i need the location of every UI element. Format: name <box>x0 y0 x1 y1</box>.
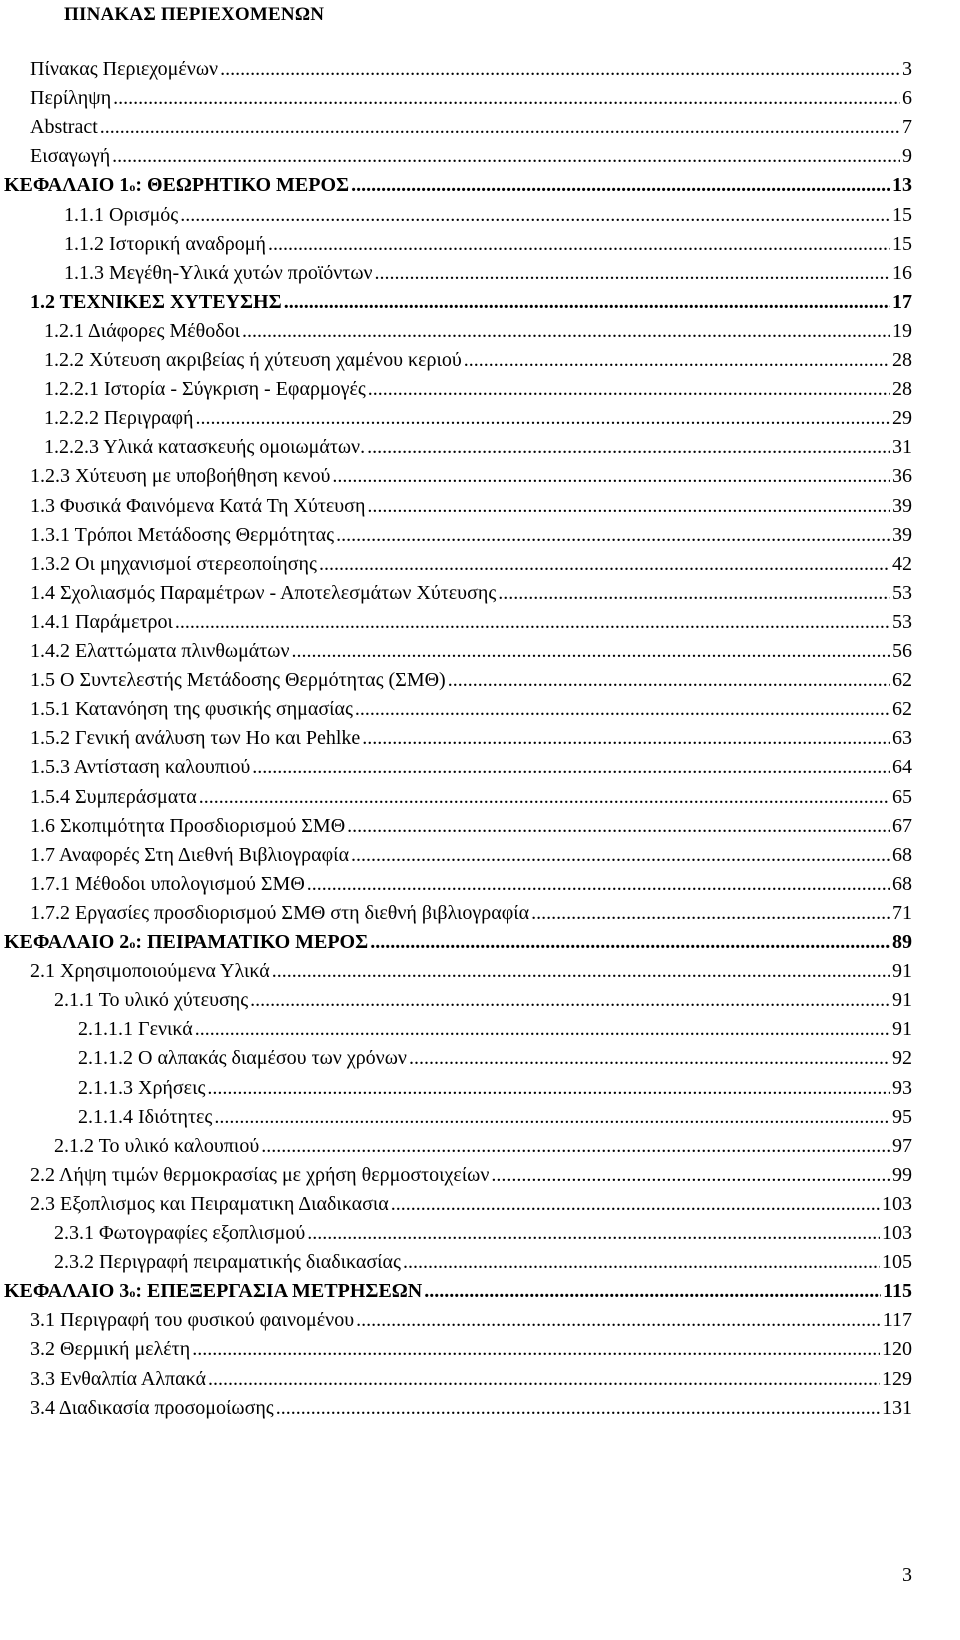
dot-leader <box>100 112 900 142</box>
toc-entry[interactable] <box>54 1131 912 1161</box>
dot-leader <box>250 985 890 1015</box>
toc-entry[interactable] <box>30 782 912 812</box>
dot-leader <box>276 1393 880 1423</box>
dot-leader <box>355 694 890 724</box>
toc-entry[interactable] <box>54 1218 912 1248</box>
toc-entry[interactable] <box>64 229 912 259</box>
toc-entry[interactable] <box>30 752 912 782</box>
toc-entry-title: 1.4 Σχολιασμός Παραμέτρων - Αποτελεσμάτων Χύτευσης <box>30 582 497 604</box>
dot-leader <box>464 345 890 375</box>
toc-entry-page: 6 <box>902 87 912 109</box>
toc-entry-page: 19 <box>892 320 912 342</box>
dot-leader <box>307 1218 880 1248</box>
dot-leader <box>336 520 890 550</box>
toc-entry[interactable] <box>64 200 912 230</box>
toc-entry-title: 3.1 Περιγραφή του φυσικού φαινομένου <box>30 1309 355 1331</box>
toc-entry-page: 53 <box>892 611 912 633</box>
toc-entry-title: 3.4 Διαδικασία προσομοίωσης <box>30 1397 274 1419</box>
dot-leader <box>220 54 900 84</box>
toc-entry-page: 9 <box>902 145 912 167</box>
toc-entry-page: 15 <box>892 233 912 255</box>
toc-entry-title: 2.2 Λήψη τιμών θερμοκρασίας με χρήση θερμοστοιχείων <box>30 1164 490 1186</box>
toc-entry[interactable] <box>30 112 912 142</box>
toc-entry-title: 2.1.1 Το υλικό χύτευσης <box>54 989 249 1011</box>
toc-entry-title: 1.5.1 Κατανόηση της φυσικής σημασίας <box>30 698 353 720</box>
dot-leader <box>391 1189 880 1219</box>
toc-entry-page: 28 <box>892 349 912 371</box>
dot-leader <box>113 83 900 113</box>
toc-entry-page: 91 <box>892 1018 912 1040</box>
dot-leader <box>252 752 890 782</box>
dot-leader <box>356 1305 881 1335</box>
page-number: 3 <box>902 1564 912 1586</box>
toc-entry[interactable] <box>30 694 912 724</box>
toc-entry-page: 13 <box>892 174 912 196</box>
dot-leader <box>409 1043 890 1073</box>
toc-entry[interactable] <box>30 811 912 841</box>
toc-entry-title: 1.5.4 Συμπεράσματα <box>30 786 197 808</box>
toc-entry-title: 1.5.2 Γενική ανάλυση των Ho και Pehlke <box>30 727 361 749</box>
toc-entry-title: ΚΕΦΑΛΑΙΟ 3 <box>4 1280 130 1302</box>
toc-entry[interactable] <box>30 1189 912 1219</box>
dot-leader <box>292 636 890 666</box>
toc-entry[interactable] <box>30 1334 912 1364</box>
toc-entry[interactable] <box>30 869 912 899</box>
dot-leader <box>307 869 890 899</box>
toc-entry-title: 1.3 Φυσικά Φαινόμενα Κατά Τη Χύτευση <box>30 495 366 517</box>
toc-entry[interactable] <box>30 461 912 491</box>
toc-entry-title: 1.2.2.2 Περιγραφή <box>44 407 194 429</box>
toc-entry-page: 53 <box>892 582 912 604</box>
toc-entry-title-suffix: : ΠΕΙΡΑΜΑΤΙΚΟ ΜΕΡΟΣ <box>135 931 369 953</box>
toc-entry-page: 39 <box>892 524 912 546</box>
toc-entry-page: 89 <box>892 931 912 953</box>
toc-entry[interactable] <box>30 83 912 113</box>
toc-entry-page: 97 <box>892 1135 912 1157</box>
toc-entry-title: 1.7 Αναφορές Στη Διεθνή Βιβλιογραφία <box>30 844 350 866</box>
toc-entry-title: 1.3.1 Τρόποι Μετάδοσης Θερμότητας <box>30 524 335 546</box>
dot-leader <box>491 1160 890 1190</box>
toc-entry-title: Πίνακας Περιεχομένων <box>30 58 219 80</box>
toc-entry-page: 7 <box>902 116 912 138</box>
dot-leader <box>332 461 890 491</box>
toc-entry-page: 42 <box>892 553 912 575</box>
toc-entry-title-suffix: : ΘΕΩΡΗΤΙΚΟ ΜΕΡΟΣ <box>135 174 350 196</box>
toc-entry-page: 65 <box>892 786 912 808</box>
toc-entry[interactable] <box>30 1160 912 1190</box>
toc-entry[interactable] <box>54 985 912 1015</box>
dot-leader <box>207 1073 890 1103</box>
toc-entry-page: 105 <box>882 1251 912 1273</box>
toc-entry-page: 91 <box>892 989 912 1011</box>
toc-entry[interactable] <box>30 665 912 695</box>
toc-entry-page: 31 <box>892 436 912 458</box>
dot-leader <box>199 782 890 812</box>
toc-entry[interactable] <box>30 549 912 579</box>
toc-entry[interactable] <box>78 1102 912 1132</box>
toc-entry-page: 3 <box>902 58 912 80</box>
dot-leader <box>196 403 890 433</box>
toc-entry-page: 92 <box>892 1047 912 1069</box>
toc-entry-title: 1.2 ΤΕΧΝΙΚΕΣ ΧΥΤΕΥΣΗΣ <box>30 291 282 313</box>
toc-entry-page: 29 <box>892 407 912 429</box>
toc-entry-page: 62 <box>892 669 912 691</box>
toc-entry[interactable] <box>30 898 912 928</box>
toc-entry[interactable] <box>30 840 912 870</box>
toc-entry-title: 3.2 Θερμική μελέτη <box>30 1338 191 1360</box>
toc-entry-title: 3.3 Ενθαλπία Αλπακά <box>30 1368 206 1390</box>
toc-entry[interactable] <box>54 1247 912 1277</box>
toc-entry-page: 17 <box>892 291 912 313</box>
toc-entry-title: ΚΕΦΑΛΑΙΟ 1 <box>4 174 130 196</box>
dot-leader <box>272 956 890 986</box>
toc-entry[interactable]: ΚΕΦΑΛΑΙΟ 3 ο : ΕΠΕΞΕΡΓΑΣΙΑ ΜΕΤΡΗΣΕΩΝ ..... 115 <box>4 1276 912 1306</box>
toc-entry-title: Περίληψη <box>30 87 112 109</box>
toc-entry-title: 1.2.2 Χύτευση ακριβείας ή χύτευση χαμένου κεριού <box>44 349 462 371</box>
dot-leader <box>268 229 890 259</box>
toc-entry-title: 2.1.1.3 Χρήσεις <box>78 1077 206 1099</box>
toc-entry-title: 1.4.2 Ελαττώματα πλινθωμάτων <box>30 640 290 662</box>
toc-entry-title: 1.1.3 Μεγέθη-Υλικά χυτών προϊόντων <box>64 262 373 284</box>
toc-entry-title: 2.3 Εξοπλισμος και Πειραματικη Διαδικασια <box>30 1193 389 1215</box>
toc-entry[interactable] <box>78 1043 912 1073</box>
dot-leader <box>195 1014 890 1044</box>
toc-entry-page: 39 <box>892 495 912 517</box>
toc-entry-title: 1.6 Σκοπιμότητα Προσδιορισμού ΣΜΘ <box>30 815 346 837</box>
toc-entry-title: 1.2.1 Διάφορες Μέθοδοι <box>44 320 241 342</box>
dot-leader <box>424 1276 881 1306</box>
toc-entry-title: 1.7.2 Εργασίες προσδιορισμού ΣΜΘ στη διεθνή βιβλιογραφία <box>30 902 530 924</box>
toc-entry-page: 68 <box>892 844 912 866</box>
dot-leader <box>370 927 890 957</box>
toc-entry-title: 2.1 Χρησιμοποιούμενα Υλικά <box>30 960 270 982</box>
toc-entry-title-suffix: : ΕΠΕΞΕΡΓΑΣΙΑ ΜΕΤΡΗΣΕΩΝ <box>135 1280 423 1302</box>
toc-entry[interactable] <box>30 141 912 171</box>
toc-entry[interactable] <box>30 1364 912 1394</box>
toc-entry-page: 71 <box>892 902 912 924</box>
dot-leader <box>214 1102 890 1132</box>
toc-entry[interactable]: ΚΕΦΑΛΑΙΟ 1 ο : ΘΕΩΡΗΤΙΚΟ ΜΕΡΟΣ ..... 13 <box>4 170 912 200</box>
toc-entry-title: 1.5 Ο Συντελεστής Μετάδοσης Θερμότητας (ΣΜΘ) <box>30 669 446 691</box>
toc-entry[interactable] <box>44 345 912 375</box>
toc-entry[interactable] <box>44 432 912 462</box>
toc-entry[interactable] <box>78 1014 912 1044</box>
toc-entry[interactable] <box>44 374 912 404</box>
toc-entry-page: 36 <box>892 465 912 487</box>
toc-entry[interactable] <box>30 491 912 521</box>
toc-entry-page: 93 <box>892 1077 912 1099</box>
dot-leader <box>242 316 890 346</box>
dot-leader <box>498 578 890 608</box>
dot-leader <box>375 258 890 288</box>
toc-entry-title: 1.1.1 Ορισμός <box>64 204 179 226</box>
toc-entry-page: 131 <box>882 1397 912 1419</box>
toc-entry-title: 1.7.1 Μέθοδοι υπολογισμού ΣΜΘ <box>30 873 305 895</box>
toc-entry[interactable] <box>30 520 912 550</box>
toc-entry-page: 64 <box>892 756 912 778</box>
toc-entry-title: 1.3.2 Οι μηχανισμοί στερεοποίησης <box>30 553 317 575</box>
dot-leader <box>448 665 890 695</box>
toc-entry-title: 1.4.1 Παράμετροι <box>30 611 173 633</box>
toc-entry-page: 117 <box>882 1309 912 1331</box>
dot-leader <box>351 170 890 200</box>
dot-leader <box>367 491 890 521</box>
dot-leader <box>180 200 890 230</box>
toc-entry-page: 99 <box>892 1164 912 1186</box>
toc-entry-title: 1.2.3 Χύτευση με υποβοήθηση κενού <box>30 465 331 487</box>
dot-leader <box>351 840 890 870</box>
toc-entry-page: 15 <box>892 204 912 226</box>
toc-entry-title: 2.1.1.1 Γενικά <box>78 1018 193 1040</box>
toc-entry-page: 62 <box>892 698 912 720</box>
toc-entry-page: 16 <box>892 262 912 284</box>
dot-leader <box>347 811 890 841</box>
toc-entry[interactable] <box>44 403 912 433</box>
dot-leader <box>367 432 890 462</box>
toc-entry-title: ΚΕΦΑΛΑΙΟ 2 <box>4 931 130 953</box>
toc-entry[interactable] <box>64 258 912 288</box>
toc-entry-title: 1.5.3 Αντίσταση καλουπιού <box>30 756 251 778</box>
toc-entry[interactable] <box>30 54 912 84</box>
toc-entry[interactable] <box>30 607 912 637</box>
dot-leader <box>284 287 890 317</box>
dot-leader <box>192 1334 880 1364</box>
toc-entry-page: 56 <box>892 640 912 662</box>
toc-heading: ΠΙΝΑΚΑΣ ΠΕΡΙΕΧΟΜΕΝΩΝ <box>64 4 325 25</box>
toc-entry[interactable] <box>30 287 912 317</box>
toc-entry-page: 91 <box>892 960 912 982</box>
dot-leader <box>362 723 890 753</box>
dot-leader <box>112 141 900 171</box>
toc-entry[interactable] <box>30 578 912 608</box>
dot-leader <box>403 1247 880 1277</box>
toc-entry-title: Εισαγωγή <box>30 145 111 167</box>
toc-entry-title: 2.3.1 Φωτογραφίες εξοπλισμού <box>54 1222 306 1244</box>
dot-leader <box>531 898 890 928</box>
toc-entry-page: 63 <box>892 727 912 749</box>
toc-entry-page: 103 <box>882 1222 912 1244</box>
toc-entry-page: 129 <box>882 1368 912 1390</box>
toc-entry-title: 2.1.1.2 Ο αλπακάς διαμέσου των χρόνων <box>78 1047 407 1069</box>
toc-entry-title: 2.1.1.4 Ιδιότητες <box>78 1106 213 1128</box>
toc-entry-title: 1.2.2.1 Ιστορία - Σύγκριση - Εφαρμογές <box>44 378 366 400</box>
toc-entry-page: 67 <box>892 815 912 837</box>
dot-leader <box>319 549 890 579</box>
toc-entry[interactable] <box>30 956 912 986</box>
toc-entry-page: 120 <box>882 1338 912 1360</box>
toc-entry-page: 68 <box>892 873 912 895</box>
toc-entry-page: 103 <box>882 1193 912 1215</box>
toc-entry-title: 1.1.2 Ιστορική αναδρομή <box>64 233 266 255</box>
toc-entry[interactable] <box>30 1305 912 1335</box>
toc-entry-title: 2.3.2 Περιγραφή πειραματικής διαδικασίας <box>54 1251 401 1273</box>
dot-leader <box>175 607 890 637</box>
dot-leader <box>208 1364 880 1394</box>
toc-entry-page: 115 <box>883 1280 912 1302</box>
toc-entry-page: 95 <box>892 1106 912 1128</box>
toc-entry[interactable]: ΚΕΦΑΛΑΙΟ 2 ο : ΠΕΙΡΑΜΑΤΙΚΟ ΜΕΡΟΣ ..... 89 <box>4 927 912 957</box>
toc-entry[interactable] <box>78 1073 912 1103</box>
toc-entry[interactable] <box>44 316 912 346</box>
toc-entry[interactable] <box>30 1393 912 1423</box>
toc-entry-title: 2.1.2 Το υλικό καλουπιού <box>54 1135 260 1157</box>
toc-entry-title: 1.2.2.3 Υλικά κατασκευής ομοιωμάτων. <box>44 436 366 458</box>
toc-entry-page: 28 <box>892 378 912 400</box>
toc-entry[interactable] <box>30 723 912 753</box>
toc-entry-title: Abstract <box>30 116 98 138</box>
dot-leader <box>368 374 890 404</box>
dot-leader <box>261 1131 890 1161</box>
toc-entry[interactable] <box>30 636 912 666</box>
